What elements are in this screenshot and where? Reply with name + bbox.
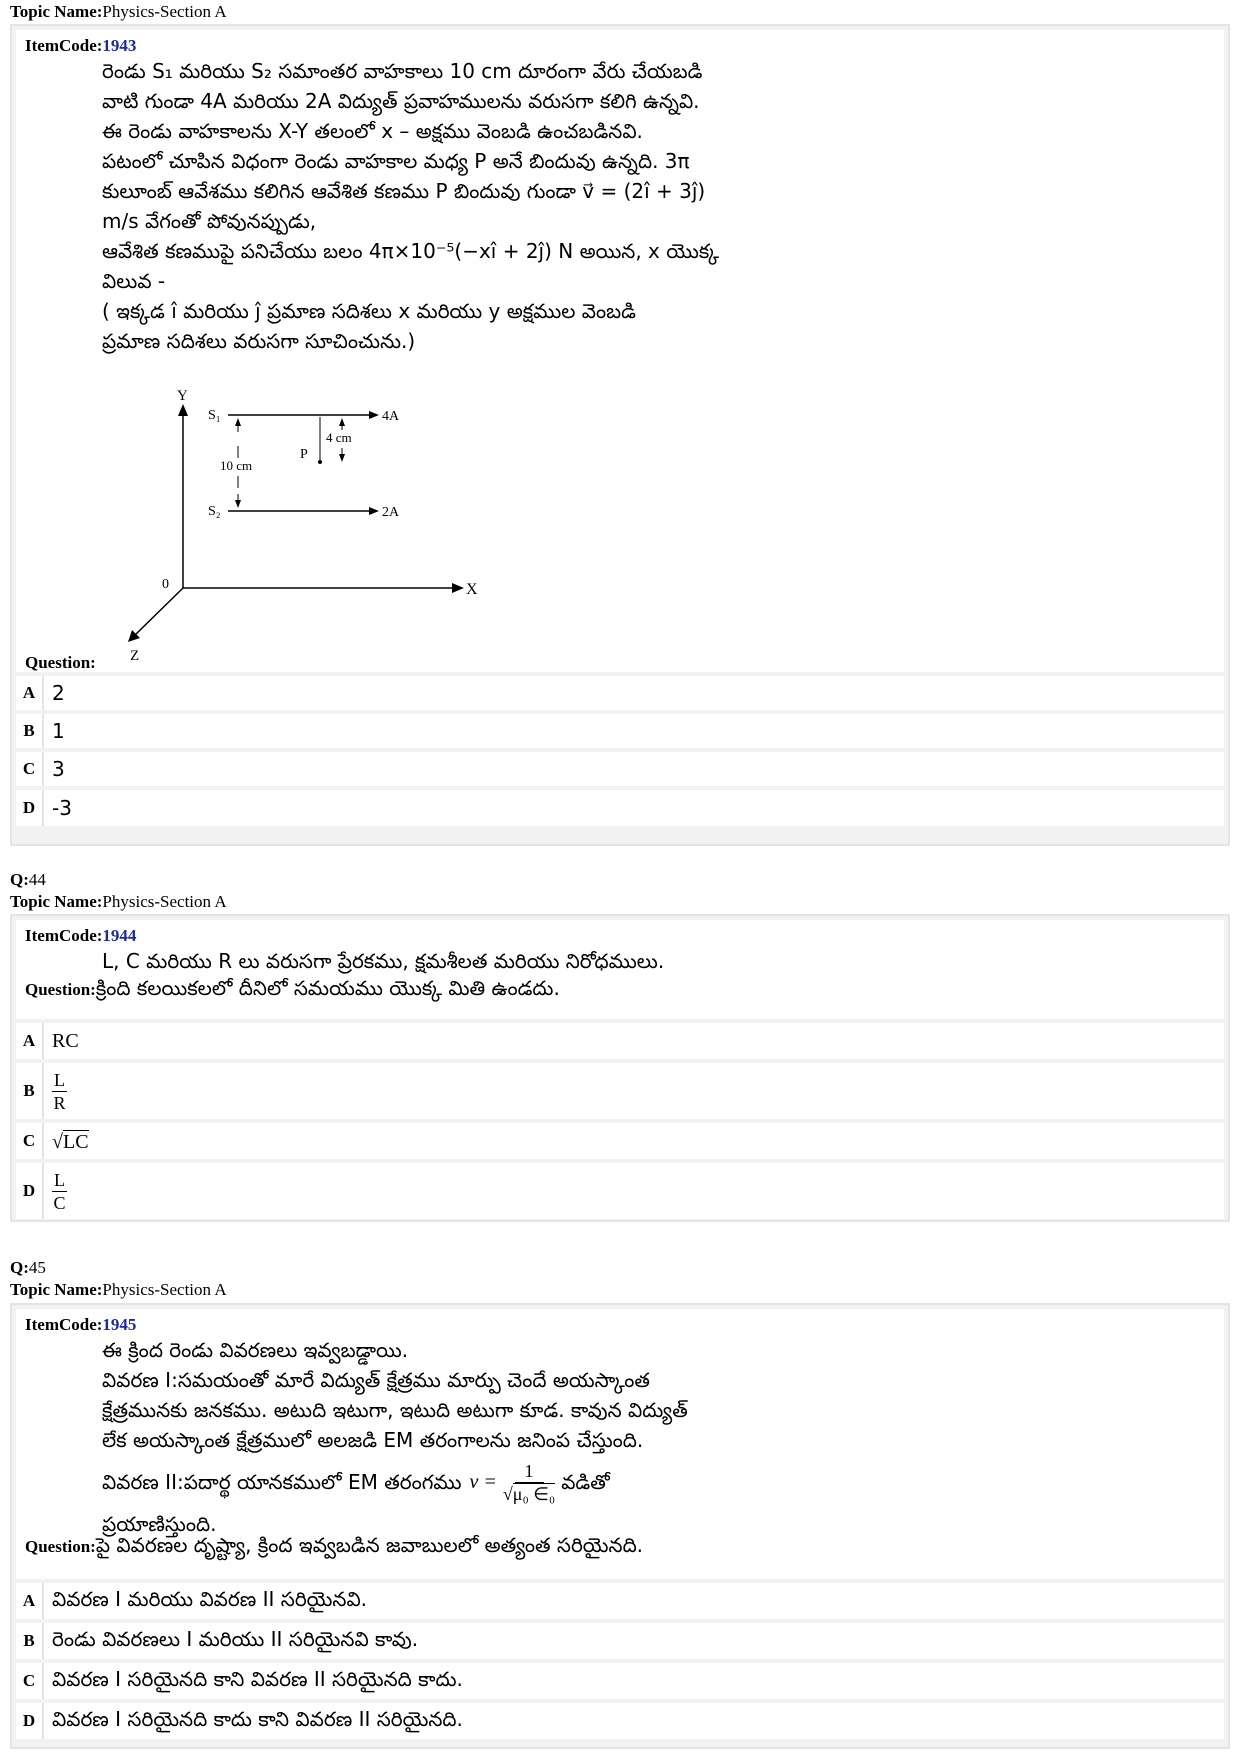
question-body-45 bbox=[16, 1309, 1224, 1579]
option-key: B bbox=[16, 1063, 44, 1119]
question-label: Question: bbox=[25, 653, 96, 672]
q-number: 45 bbox=[28, 1258, 46, 1277]
option-b[interactable] bbox=[16, 1063, 1224, 1119]
option-d[interactable] bbox=[16, 1163, 1224, 1219]
numerator: L bbox=[54, 1169, 65, 1190]
denominator: C bbox=[53, 1192, 66, 1213]
item-code bbox=[25, 926, 1216, 946]
option-value: వివరణ I మరియు వివరణ II సరియైనవి. bbox=[52, 1586, 368, 1611]
body-line-suffix: వడితో bbox=[561, 1470, 610, 1494]
topic-value: Physics-Section A bbox=[102, 892, 227, 911]
point-p bbox=[318, 460, 322, 464]
option-value: వివరణ I సరియైనది కాని వివరణ II సరియైనది కాదు. bbox=[52, 1666, 463, 1691]
question-card-44 bbox=[10, 914, 1230, 1222]
option-key: A bbox=[16, 676, 44, 710]
option-key: C bbox=[16, 1123, 44, 1159]
body-line: ఆవేశిత కణముపై పనిచేయు బలం 4π×10⁻⁵(−xî + 2ĵ) N అయిన, x యొక్క bbox=[102, 239, 719, 263]
dim-4cm-bottom-arrow bbox=[339, 454, 345, 462]
dim-4cm-top-arrow bbox=[339, 418, 345, 426]
body-line-prefix: వివరణ II:పదార్థ యానకములో EM తరంగము bbox=[102, 1470, 462, 1494]
option-key: D bbox=[16, 1163, 44, 1219]
dim-10cm-top-arrow bbox=[235, 418, 241, 426]
option-value: 1 bbox=[52, 719, 65, 743]
question-number-line bbox=[10, 1258, 46, 1278]
radicand: μ₀ ∈₀ bbox=[512, 1483, 556, 1504]
numerator: 1 bbox=[515, 1460, 544, 1483]
item-code-value: 1945 bbox=[102, 1315, 137, 1334]
body-line: రెండు S₁ మరియు S₂ సమాంతర వాహకాలు 10 cm దూరంగా వేరు చేయబడి bbox=[102, 59, 703, 83]
option-key: C bbox=[16, 752, 44, 786]
body-line: ( ఇక్కడ î మరియు ĵ ప్రమాణ సదిశలు x మరియు y అక్షముల వెంబడి bbox=[102, 299, 636, 323]
numerator: L bbox=[54, 1069, 65, 1090]
option-a[interactable] bbox=[16, 676, 1224, 710]
option-key: B bbox=[16, 1623, 44, 1659]
s2-current: 2A bbox=[382, 505, 400, 520]
option-d[interactable] bbox=[16, 790, 1224, 826]
option-value: రెండు వివరణలు I మరియు II సరియైనవి కావు. bbox=[52, 1626, 419, 1651]
question-card-43 bbox=[10, 24, 1230, 846]
fraction-l-over-r bbox=[52, 1069, 67, 1114]
z-axis-label: Z bbox=[130, 648, 140, 664]
question-body-43 bbox=[16, 30, 1224, 672]
option-value: 3 bbox=[52, 757, 65, 781]
option-key: D bbox=[16, 790, 44, 826]
body-line: m/s వేగంతో పోవునప్పుడు, bbox=[102, 209, 317, 233]
question-text: క్రింది కలయికలలో దీనిలో సమయము యొక్క మితి ఉండదు. bbox=[95, 976, 560, 1000]
option-value: వివరణ I సరియైనది కాదు కాని వివరణ II సరియైనది. bbox=[52, 1706, 463, 1731]
item-code-label: ItemCode: bbox=[25, 926, 103, 945]
topic-value: Physics-Section A bbox=[102, 1280, 227, 1299]
question-row bbox=[25, 976, 1216, 1005]
z-axis bbox=[134, 588, 183, 636]
item-code bbox=[25, 1315, 1216, 1335]
option-b[interactable] bbox=[16, 1623, 1224, 1659]
option-value: 2 bbox=[52, 681, 65, 705]
body-line-formula bbox=[102, 1455, 1216, 1509]
body-line: లేక అయస్కాంత క్షేత్రములో అలజడి EM తరంగాలను జనింప చేస్తుంది. bbox=[102, 1428, 644, 1452]
option-c[interactable] bbox=[16, 1123, 1224, 1159]
s1-current: 4A bbox=[382, 409, 400, 424]
x-axis-label: X bbox=[466, 581, 478, 598]
body-line: కులూంబ్ ఆవేశము కలిగిన ఆవేశిత కణము P బిందువు గుండా v⃗ = (2î + 3ĵ) bbox=[102, 179, 706, 203]
s2-arrow bbox=[369, 507, 379, 515]
topic-value: Physics-Section A bbox=[102, 2, 227, 21]
v-equals: v = bbox=[469, 1471, 497, 1493]
option-c[interactable] bbox=[16, 752, 1224, 786]
q-label: Q: bbox=[10, 1258, 29, 1277]
option-c[interactable] bbox=[16, 1663, 1224, 1699]
item-code-value: 1944 bbox=[102, 926, 137, 945]
option-d[interactable] bbox=[16, 1703, 1224, 1739]
option-b[interactable] bbox=[16, 714, 1224, 748]
q-number: 44 bbox=[28, 870, 46, 889]
question-card-45 bbox=[10, 1303, 1230, 1749]
s2-label: S₂ bbox=[208, 504, 221, 519]
body-line: L, C మరియు R లు వరుసగా ప్రేరకము, క్షమశీలత మరియు నిరోధములు. bbox=[102, 949, 665, 973]
option-key: D bbox=[16, 1703, 44, 1739]
body-line: వాటి గుండా 4A మరియు 2A విద్యుత్ ప్రవాహములను వరుసగా కలిగి ఉన్నవి. bbox=[102, 89, 700, 113]
option-a[interactable] bbox=[16, 1023, 1224, 1059]
conductors-diagram bbox=[116, 390, 476, 665]
body-line: విలువ - bbox=[102, 269, 166, 293]
body-line: వివరణ I:సమయంతో మారే విద్యుత్ క్షేత్రము మార్పు చెందే అయస్కాంత bbox=[102, 1368, 650, 1392]
speed-fraction bbox=[503, 1460, 555, 1505]
option-value: -3 bbox=[52, 796, 72, 820]
topic-label: Topic Name: bbox=[10, 892, 103, 911]
q-label: Q: bbox=[10, 870, 29, 889]
sqrt-symbol: √ bbox=[502, 1483, 513, 1504]
sqrt-lc bbox=[52, 1130, 89, 1153]
body-line: ప్రమాణ సదిశలు వరుసగా సూచించును.) bbox=[102, 329, 416, 353]
body-line: ప్రయాణిస్తుంది. bbox=[102, 1512, 217, 1536]
question-number-line bbox=[10, 870, 46, 890]
radicand: LC bbox=[62, 1130, 89, 1153]
topic-line bbox=[10, 2, 227, 22]
topic-label: Topic Name: bbox=[10, 2, 103, 21]
question-label: Question: bbox=[25, 980, 96, 999]
question-text bbox=[102, 56, 1216, 356]
body-line: పటంలో చూపిన విధంగా రెండు వాహకాల మధ్య P అనే బిందువు ఉన్నది. 3π bbox=[102, 149, 690, 173]
option-a[interactable] bbox=[16, 1583, 1224, 1619]
x-axis-arrow bbox=[452, 583, 464, 593]
question-row bbox=[25, 1533, 1216, 1562]
question-body-44 bbox=[16, 920, 1224, 1019]
y-axis-arrow bbox=[178, 404, 188, 416]
sqrt-symbol: √ bbox=[52, 1130, 63, 1153]
topic-label: Topic Name: bbox=[10, 1280, 103, 1299]
denominator: R bbox=[53, 1092, 66, 1113]
s1-arrow bbox=[369, 411, 379, 419]
item-code-value: 1943 bbox=[102, 36, 137, 55]
y-axis-label: Y bbox=[177, 388, 188, 404]
item-code-label: ItemCode: bbox=[25, 1315, 103, 1334]
body-line: ఈ రెండు వాహకాలను X-Y తలంలో x – అక్షము వెంబడి ఉంచబడినవి. bbox=[102, 119, 643, 143]
topic-line bbox=[10, 1280, 227, 1300]
fraction-l-over-c bbox=[52, 1169, 67, 1214]
dim-10cm-bottom-arrow bbox=[235, 500, 241, 508]
body-line: క్షేత్రమునకు జనకము. అటుది ఇటుగా, ఇటుది అటుగా కూడ. కావున విద్యుత్ bbox=[102, 1398, 688, 1422]
origin-label: 0 bbox=[162, 577, 169, 592]
dim-4cm-label: 4 cm bbox=[326, 430, 352, 445]
topic-line bbox=[10, 892, 227, 912]
question-text bbox=[102, 1335, 1216, 1539]
denominator bbox=[503, 1483, 555, 1505]
option-key: A bbox=[16, 1023, 44, 1059]
option-key: A bbox=[16, 1583, 44, 1619]
point-p-label: P bbox=[300, 447, 308, 462]
option-key: C bbox=[16, 1663, 44, 1699]
question-label: Question: bbox=[25, 1537, 96, 1556]
dim-10cm-label: 10 cm bbox=[220, 458, 253, 473]
s1-label: S₁ bbox=[208, 408, 221, 423]
item-code bbox=[25, 36, 1216, 56]
option-key: B bbox=[16, 714, 44, 748]
item-code-label: ItemCode: bbox=[25, 36, 103, 55]
option-value: RC bbox=[52, 1029, 79, 1052]
question-text: పై వివరణల దృష్ట్యా, క్రింద ఇవ్వబడిన జవాబులలో అత్యంత సరియైనది. bbox=[95, 1533, 644, 1557]
body-line: ఈ క్రింద రెండు వివరణలు ఇవ్వబడ్డాయి. bbox=[102, 1338, 409, 1362]
